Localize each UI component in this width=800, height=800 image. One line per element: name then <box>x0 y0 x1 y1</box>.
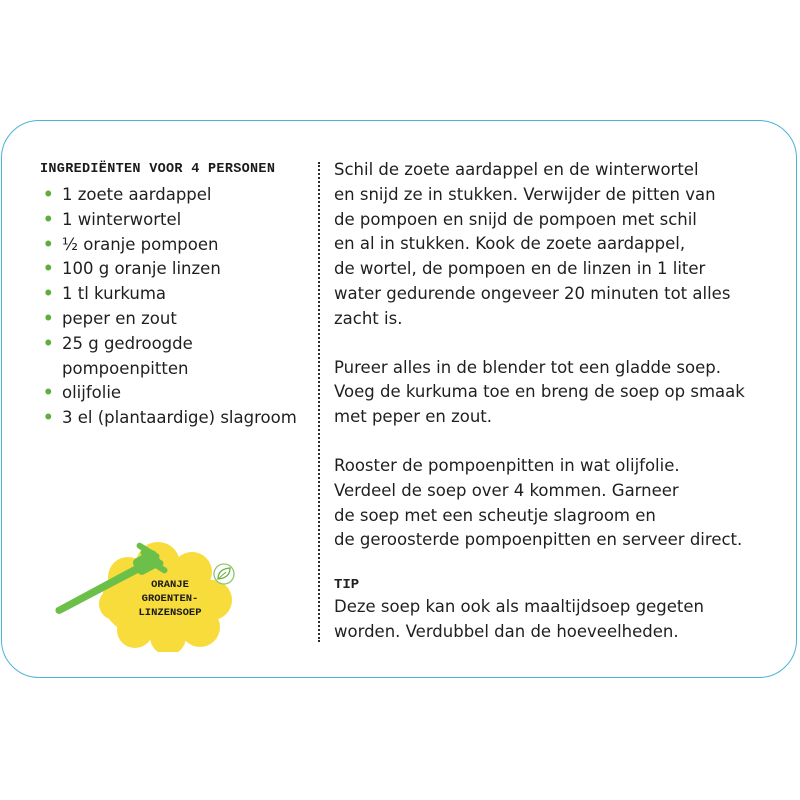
tip-text: Deze soep kan ook als maaltijdsoep gegeten worden. Verdubbel dan de hoeveelheden. <box>334 597 704 641</box>
instruction-paragraph: Rooster de pompoenpitten in wat olijfolie. Verdeel de soep over 4 kommen. Garneer de soep met een scheutje slagroom en de geroosterde pompoenpitten en serveer direct. <box>334 455 743 550</box>
ingredient-item: • 3 el (plantaardige) slagroom <box>43 408 297 428</box>
ingredient-item: • peper en zout <box>43 308 177 328</box>
ingredient-item: • ½ oranje pompoen <box>43 234 219 254</box>
ingredient-item: • olijfolie <box>43 383 122 403</box>
instruction-paragraph: Schil de zoete aardappel en de winterwortel en snijd ze in stukken. Verwijder de pitten van de pompoen en snijd de pompoen met schil en al in stukken. Kook de zoete aardappel, de wortel, de pompoen en de linzen in 1 liter water gedurende ongeveer 20 minuten tot alles zacht is. <box>334 160 731 328</box>
ingredients-list <box>40 183 297 431</box>
ingredient-item: • 100 g oranje linzen <box>43 259 221 279</box>
instruction-paragraph: Pureer alles in de blender tot een gladde soep. Voeg de kurkuma toe en breng de soep op smaak met peper en zout. <box>334 357 745 427</box>
dotted-divider <box>318 162 320 642</box>
ingredient-item: • 1 winterwortel <box>43 209 182 229</box>
ingredient-item: • 1 tl kurkuma <box>43 284 167 304</box>
ingredient-item: • 25 g gedroogde pompoenpitten <box>43 333 193 378</box>
badge-title: ORANJE GROENTEN- LINZENSOEP <box>138 579 202 619</box>
ingredients-title: INGREDIËNTEN VOOR 4 PERSONEN <box>40 162 276 177</box>
instructions <box>334 158 774 645</box>
ingredient-item: • 1 zoete aardappel <box>43 185 212 204</box>
tip-title: TIP <box>334 577 360 594</box>
